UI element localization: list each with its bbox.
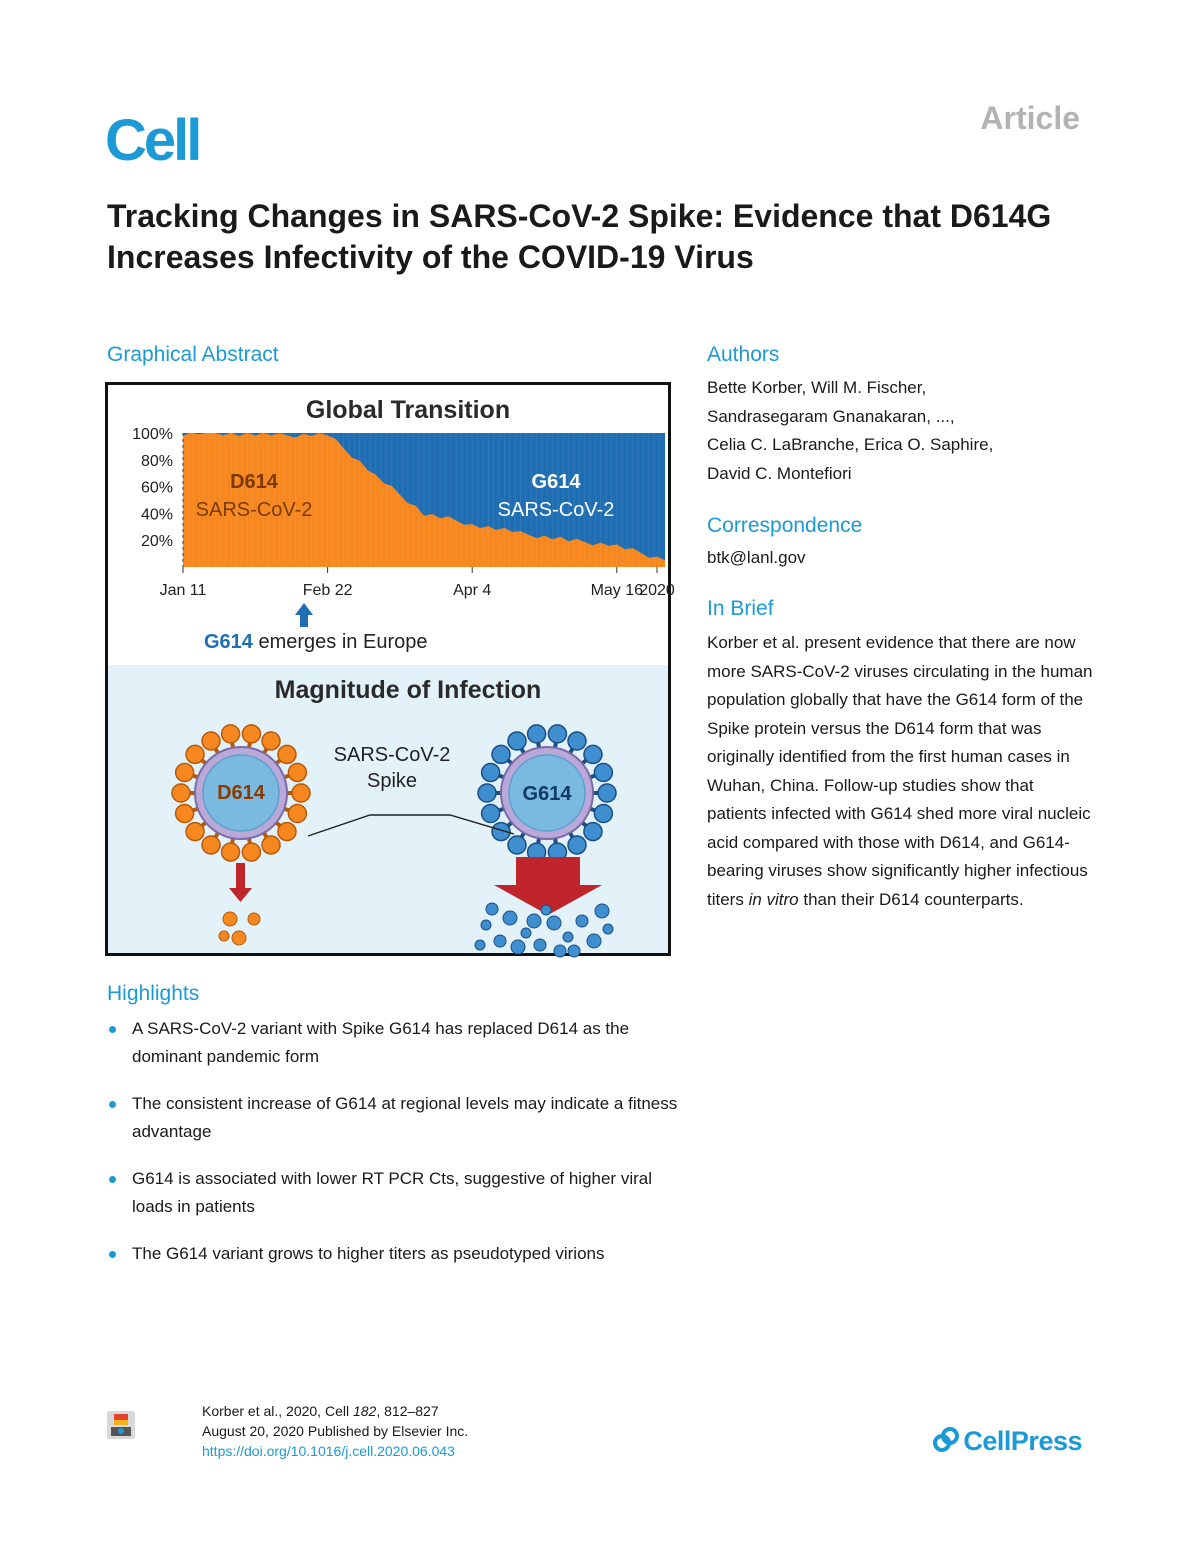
citation-prefix: Korber et al., 2020, Cell <box>202 1403 353 1419</box>
citation-pages: , 812–827 <box>376 1403 439 1419</box>
author-line: Celia C. LaBranche, Erica O. Saphire, <box>707 435 994 454</box>
bullet-icon <box>109 1251 116 1258</box>
highlights-list <box>107 1015 687 1287</box>
y-tick-label: 20% <box>140 533 173 551</box>
highlight-item <box>107 1165 687 1221</box>
graphical-abstract-heading: Graphical Abstract <box>107 343 279 366</box>
in-brief-heading: In Brief <box>707 597 774 620</box>
author-line: Sandrasegaram Gnanakaran, ..., <box>707 406 955 426</box>
doi-link[interactable]: https://doi.org/10.1016/j.cell.2020.06.043 <box>202 1443 455 1459</box>
d614-virus-label: D614 <box>217 782 265 804</box>
g614-area-label: G614 <box>531 471 581 493</box>
in-brief-text-main: Korber et al. present evidence that there are now more SARS-CoV-2 viruses circulating in the human population globally that have the G614 form of the Spike protein versus the D614 form that was originally identified from the first human cases in Wuhan, China. Follow-up studies show that patients infected with G614 shed more viral nucleic acid compared with those with D614, and G614-bearing viruses show significantly higher infectious titers <box>707 633 1093 909</box>
emergence-annotation <box>204 631 427 653</box>
g614-area-sub-label: SARS-CoV-2 <box>497 499 615 521</box>
highlight-text: The G614 variant grows to higher titers as pseudotyped virions <box>132 1244 605 1263</box>
highlights-heading: Highlights <box>107 982 200 1005</box>
journal-logo: Cell <box>105 108 200 173</box>
citation-footer <box>202 1401 468 1461</box>
x-tick-label: Feb 22 <box>302 582 353 599</box>
check-for-updates-icon[interactable] <box>106 1410 136 1440</box>
g614-virus-label: G614 <box>522 783 572 805</box>
spike-label-line1: SARS-CoV-2 <box>333 744 451 766</box>
y-tick-label: 80% <box>140 452 173 470</box>
published-line: August 20, 2020 Published by Elsevier Inc. <box>202 1423 469 1439</box>
magnitude-title: Magnitude of Infection <box>274 676 542 704</box>
publisher-logo <box>933 1426 1082 1457</box>
y-tick-label: 60% <box>140 479 173 497</box>
article-title: Tracking Changes in SARS-CoV-2 Spike: Evidence that D614G Increases Infectivity of the COVID-19 Virus <box>107 198 1052 275</box>
highlight-text: A SARS-CoV-2 variant with Spike G614 has replaced D614 as the dominant pandemic form <box>132 1019 630 1066</box>
y-tick-label: 100% <box>132 426 173 443</box>
highlight-item <box>107 1015 687 1071</box>
emergence-text: emerges in Europe <box>252 631 428 653</box>
bullet-icon <box>109 1026 116 1033</box>
x-tick-label: Jan 11 <box>159 582 207 599</box>
d614-area-label: D614 <box>230 471 278 493</box>
article-type-label: Article <box>980 100 1080 136</box>
authors-heading: Authors <box>707 343 780 366</box>
correspondence-email[interactable]: btk@lanl.gov <box>707 548 806 567</box>
emergence-variant: G614 <box>204 631 253 653</box>
highlight-item <box>107 1090 687 1146</box>
highlight-item <box>107 1240 687 1268</box>
graphical-abstract-figure <box>105 382 675 956</box>
bullet-icon <box>109 1101 116 1108</box>
author-line: Bette Korber, Will M. Fischer, <box>707 378 927 397</box>
citation-line <box>202 1401 468 1421</box>
highlight-text: G614 is associated with lower RT PCR Cts, suggestive of higher viral loads in patients <box>132 1169 652 1216</box>
graphical-abstract-svg <box>108 385 675 953</box>
bullet-icon <box>109 1176 116 1183</box>
citation-volume: 182 <box>352 1403 377 1419</box>
spike-label-line2: Spike <box>366 770 418 792</box>
x-tick-label: Apr 4 <box>453 582 492 599</box>
in-brief-text-end: than their D614 counterparts. <box>798 889 1024 909</box>
authors-list <box>707 374 1087 488</box>
in-brief-text <box>707 629 1097 914</box>
y-tick-label: 40% <box>140 506 173 524</box>
author-line: David C. Montefiori <box>707 463 852 483</box>
x-tick-label: 2020 <box>639 582 675 599</box>
correspondence-heading: Correspondence <box>707 514 863 537</box>
publisher-name: CellPress <box>963 1426 1082 1456</box>
highlight-text: The consistent increase of G614 at regional levels may indicate a fitness advantage <box>132 1094 678 1141</box>
in-brief-italic: in vitro <box>748 889 799 909</box>
cellpress-mark-icon <box>933 1427 959 1453</box>
d614-area-sub-label: SARS-CoV-2 <box>195 499 313 521</box>
chart-title: Global Transition <box>305 396 511 424</box>
x-tick-label: May 16 <box>590 582 644 599</box>
